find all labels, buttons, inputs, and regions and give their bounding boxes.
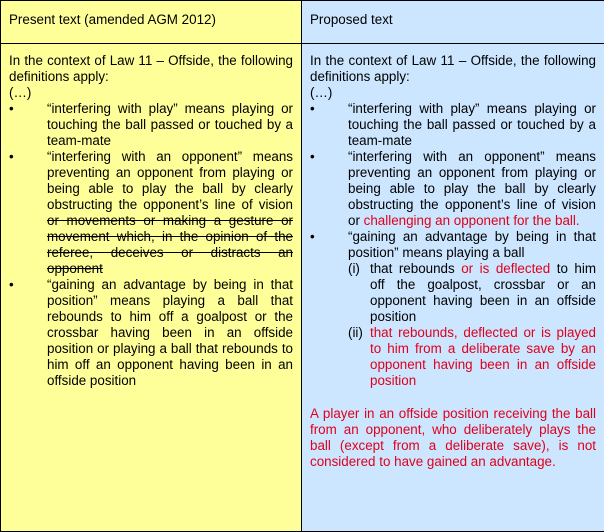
present-text-cell [1,44,302,532]
content-row [1,44,604,532]
bullet-icon: • [310,229,315,244]
present-item-text: “gaining an advantage by being in that position” means playing a ball that rebounds to him off a goalpost or the crossbar having been in an offside position or playing a ball that rebounds to him off an opponent having been in an offside position [47,277,293,388]
proposed-item-text: “interfering with play” means playing or touching the ball passed or touched by a team-mate [348,101,596,148]
present-text-header: Present text (amended AGM 2012) [1,1,302,44]
advantage-sub-list [348,261,596,389]
header-row [1,1,604,44]
sub-item-text: that rebounds [370,261,455,276]
proposed-item-advantage [310,229,596,389]
proposed-added-note: A player in an offside position receiving the ball from an opponent, who deliberately plays the ball (except from a deliberate save), is not considered to have gained an advantage. [310,406,596,469]
present-item-text: “interfering with play” means playing or touching the ball passed or touched by a team-mate [47,101,293,148]
bullet-icon: • [9,149,14,164]
proposed-text-cell [302,44,604,532]
present-item-interfering-opponent [9,149,293,277]
sub-item-label: (ii) [348,325,363,340]
bullet-icon: • [9,101,14,116]
added-text: that rebounds, deflected or is played to him from a deliberate save by an opponent having been in an offside position [370,325,596,388]
sub-item-ii [348,325,596,389]
sub-item-text: to him off the goalpost, crossbar or an opponent having been in an offside position [370,261,596,324]
sub-item-label: (i) [348,261,360,276]
proposed-item-text: “gaining an advantage by being in that position” means playing a ball [348,229,596,260]
proposed-intro: In the context of Law 11 – Offside, the following definitions apply: [310,53,596,84]
proposed-text-header: Proposed text [302,1,604,44]
present-definitions-list [9,101,293,389]
proposed-item-interfering-play [310,101,596,149]
present-intro: In the context of Law 11 – Offside, the following definitions apply: [9,53,293,84]
struck-text: or movements or making a gesture or movement which, in the opinion of the referee, deceives or distracts an opponent [47,213,293,276]
present-item-interfering-play [9,101,293,149]
sub-item-i [348,261,596,325]
present-item-advantage [9,277,293,389]
proposed-item-interfering-opponent [310,149,596,229]
bullet-icon: • [310,149,315,164]
bullet-icon: • [9,277,14,292]
present-item-text: “interfering with an opponent” means preventing an opponent from playing or being able to play the ball by clearly obstructing the opponent’s line of vision [47,149,293,212]
proposed-ellipsis: (…) [310,85,333,100]
proposed-item-text: “interfering with an opponent” means preventing an opponent from playing or being able to play the ball by clearly obstructing the opponent’s line of vision or [348,149,596,228]
bullet-icon: • [310,101,315,116]
added-text: challenging an opponent for the ball. [363,213,580,228]
added-text: or is deflected [461,261,551,276]
proposed-definitions-list [310,101,596,389]
present-ellipsis: (…) [9,85,32,100]
